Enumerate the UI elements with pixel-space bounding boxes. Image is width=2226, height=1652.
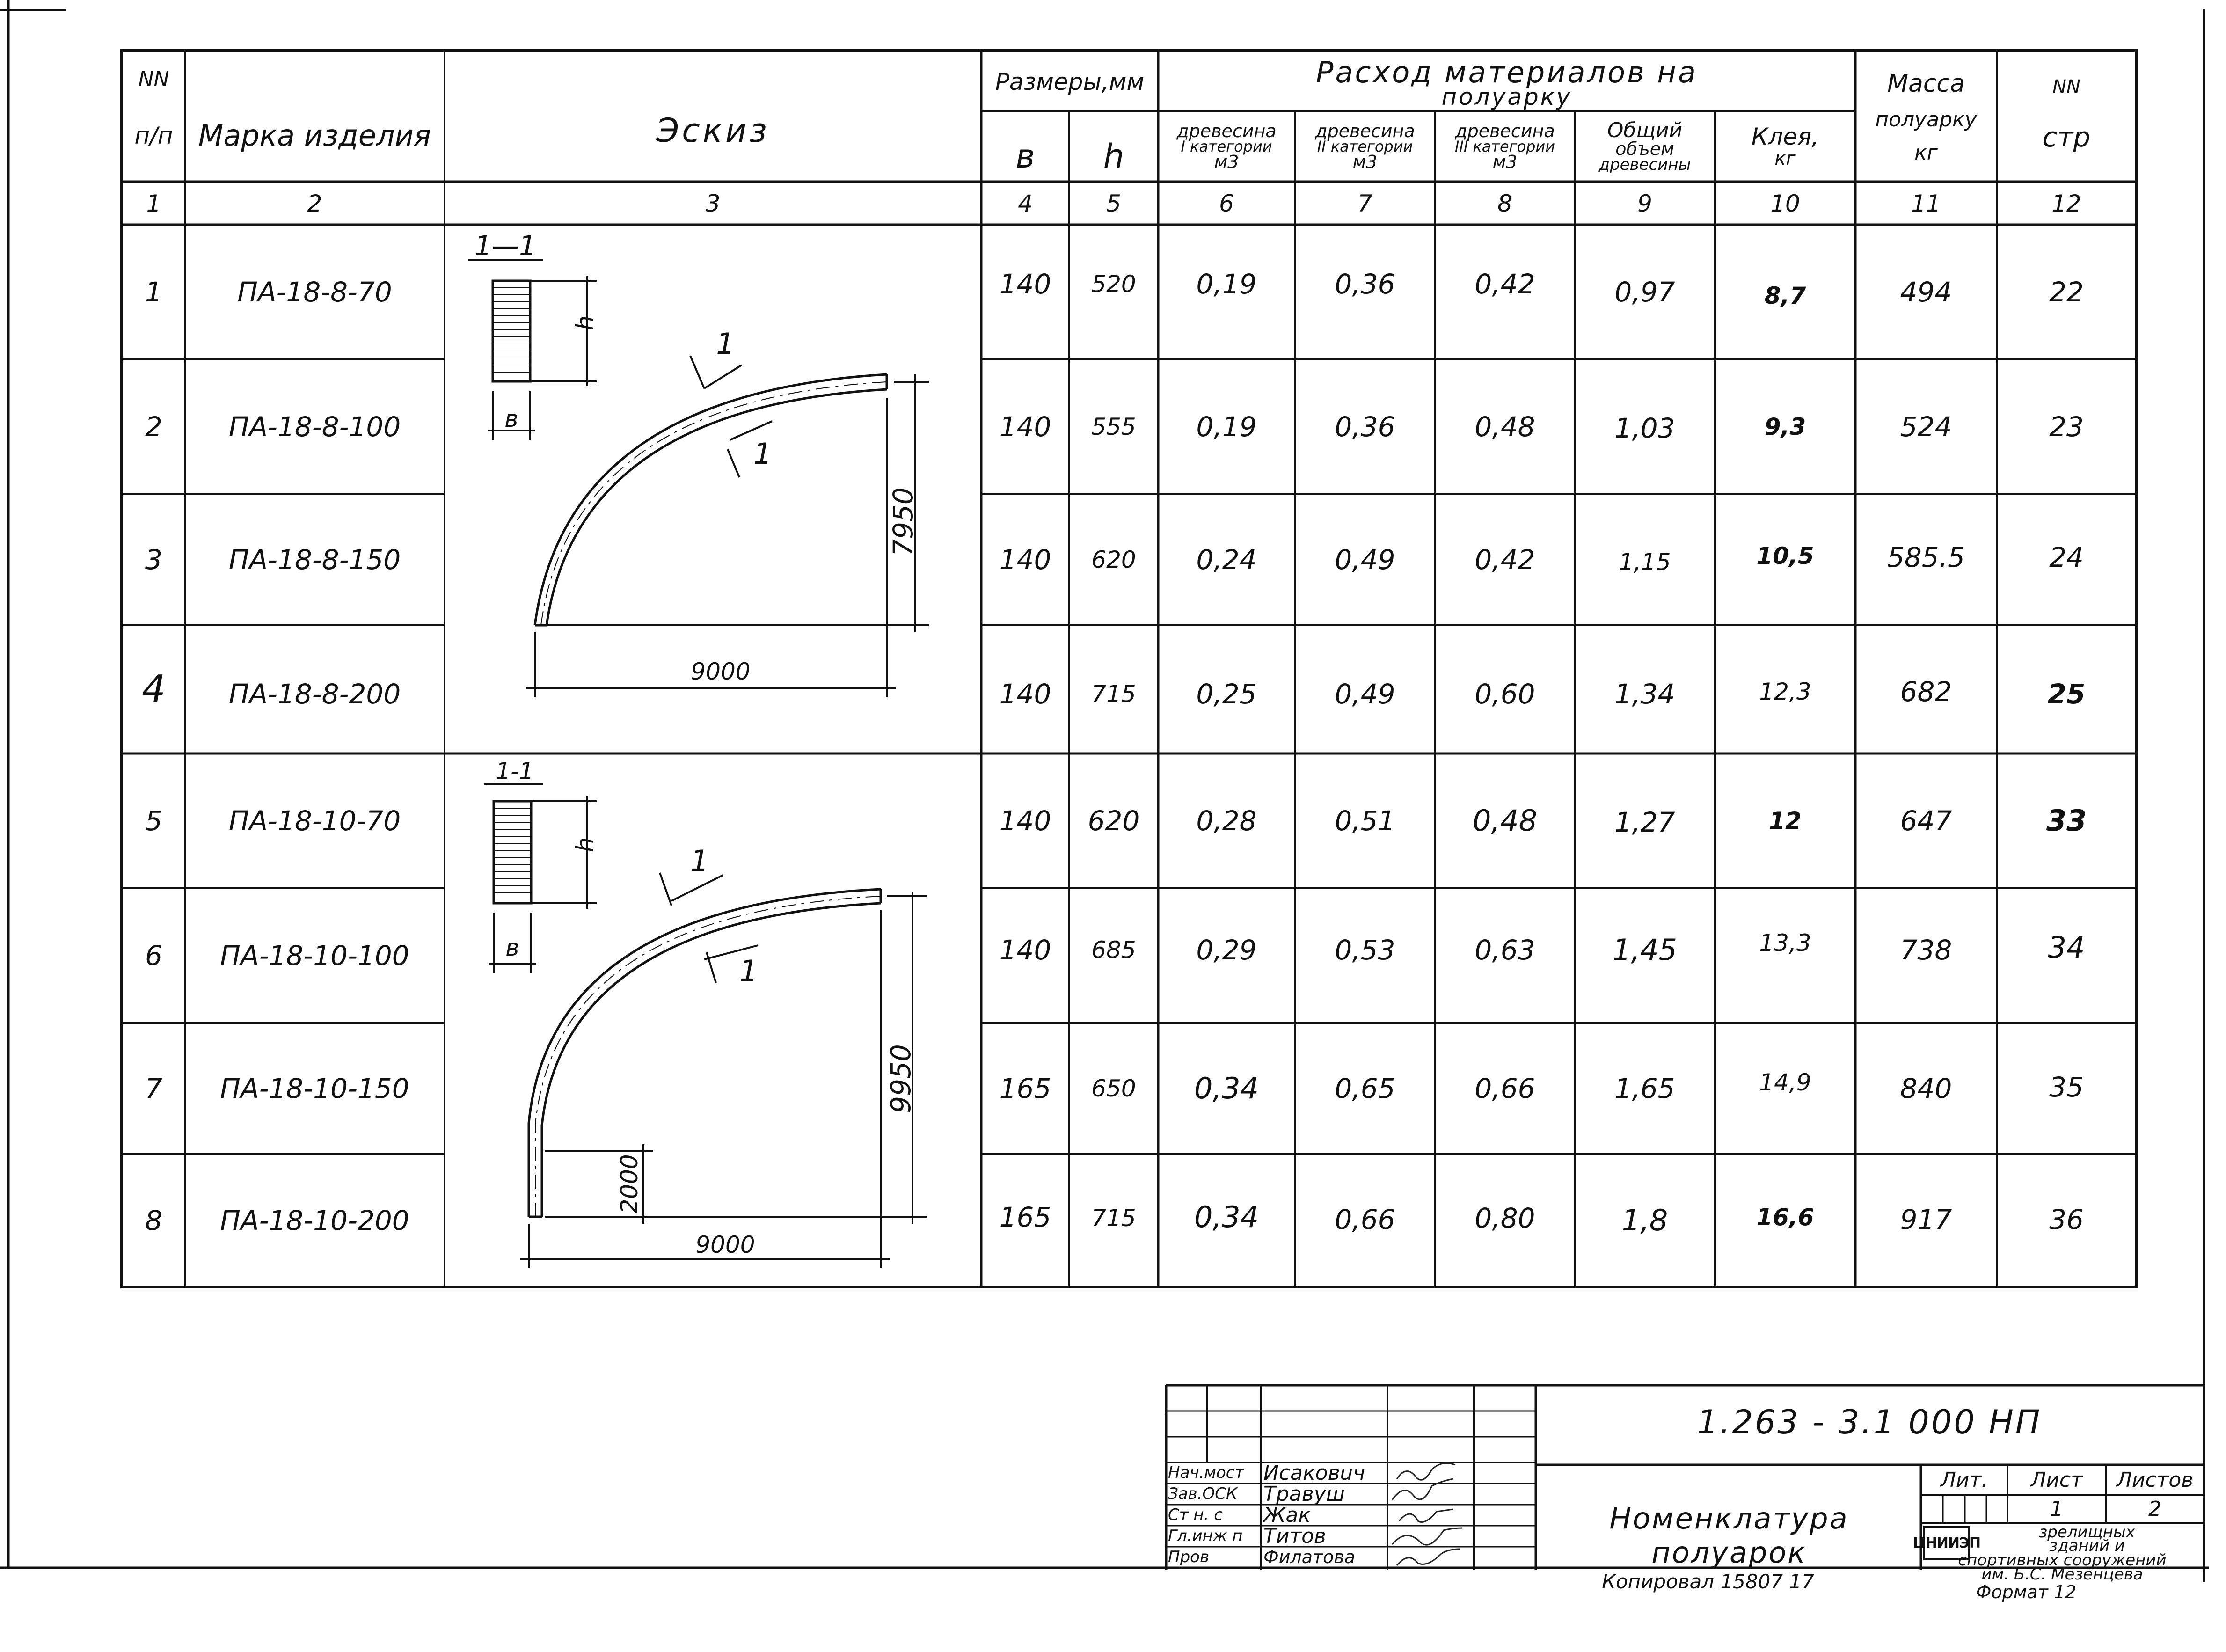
row-8-glue: 16,6 — [1756, 1203, 1814, 1231]
row-6-wood2: 0,53 — [1335, 934, 1395, 966]
row-8-wood3: 0,80 — [1474, 1202, 1535, 1234]
header-wood-3-line-3: м3 — [1492, 152, 1518, 173]
row-5-n: 5 — [145, 804, 162, 837]
row-8-mark: ПА-18-10-200 — [220, 1204, 409, 1236]
header-mass-line-2: полуарку — [1875, 108, 1977, 132]
header-wood-3-line-2: III категории — [1454, 137, 1555, 155]
header-h: h — [1103, 137, 1124, 176]
sketch-1-span-dim: 9000 — [691, 658, 751, 685]
sketch-2-height-dim: 9950 — [884, 1044, 917, 1113]
row-8-n: 8 — [145, 1204, 162, 1236]
row-8-b: 165 — [999, 1201, 1051, 1233]
row-7-wood2: 0,65 — [1335, 1072, 1395, 1104]
org-line-3: спортивных сооружений — [1958, 1551, 2167, 1570]
sheet-value: 1 — [2050, 1497, 2063, 1521]
sketch-2-b-label: в — [505, 934, 519, 961]
row-6-b: 140 — [999, 934, 1051, 966]
header-wood-3 — [1436, 113, 1574, 180]
header-wood-2 — [1296, 113, 1434, 180]
sketch-1-h-label: h — [571, 315, 598, 330]
header-wood-2-line-2: II категории — [1317, 137, 1413, 155]
row-5-total: 1,27 — [1614, 806, 1675, 838]
row-4-b: 140 — [999, 678, 1051, 710]
sheets-value: 2 — [2148, 1497, 2161, 1521]
header-wood-1-line-2: I категории — [1181, 137, 1272, 155]
row-3-h: 620 — [1091, 546, 1136, 573]
row-7-wood3: 0,66 — [1474, 1072, 1535, 1104]
row-8-mass: 917 — [1900, 1203, 1952, 1235]
org-logo: ЦНИИЭП — [1912, 1535, 1981, 1552]
row-5-glue: 12 — [1769, 807, 1802, 834]
row-6-total: 1,45 — [1612, 933, 1678, 967]
row-5-mark: ПА-18-10-70 — [228, 804, 401, 837]
header-consumption-2: полуарку — [1441, 83, 1572, 111]
row-1-wood1: 0,19 — [1196, 268, 1257, 300]
row-4-mass: 682 — [1900, 675, 1952, 708]
col-number: 7 — [1357, 190, 1372, 217]
row-5-wood2: 0,51 — [1335, 804, 1395, 837]
row-8-wood1: 0,34 — [1194, 1200, 1259, 1235]
row-2-h: 555 — [1091, 413, 1136, 440]
header-pages-line-2: стр — [2042, 121, 2091, 154]
row-4-total: 1,34 — [1614, 678, 1675, 710]
sketch-1-section-label: 1—1 — [474, 229, 536, 262]
row-2-mass: 524 — [1900, 410, 1952, 443]
row-1-page: 22 — [2049, 276, 2084, 308]
row-4-mark: ПА-18-8-200 — [228, 678, 401, 710]
row-3-mark: ПА-18-8-150 — [228, 543, 401, 576]
row-6-n: 6 — [145, 939, 162, 972]
row-4-glue: 12,3 — [1759, 678, 1811, 705]
staff-name: Исаковuч — [1263, 1461, 1365, 1485]
staff-name: Жак — [1263, 1503, 1311, 1527]
col-number: 10 — [1770, 190, 1800, 217]
row-1-wood3: 0,42 — [1474, 268, 1535, 300]
header-wood-1-line-3: м3 — [1214, 152, 1239, 173]
row-5-wood3: 0,48 — [1472, 804, 1538, 838]
col-number: 12 — [2051, 190, 2081, 217]
row-6-mark: ПА-18-10-100 — [220, 939, 409, 972]
row-5-mass: 647 — [1900, 804, 1952, 837]
lit-label: Лит. — [1940, 1468, 1988, 1492]
row-1-total: 0,97 — [1614, 276, 1675, 308]
copied-by: Копировал 15807 17 — [1602, 1570, 1814, 1593]
sketch-2-span-dim: 9000 — [695, 1231, 755, 1258]
header-glue-line-1: Клея, — [1751, 123, 1819, 150]
header-consumption: Расход материалов на — [1316, 55, 1698, 90]
header-wood-2-line-1: древесина — [1315, 120, 1415, 141]
row-6-wood3: 0,63 — [1474, 934, 1535, 966]
col-number: 5 — [1106, 190, 1121, 217]
header-b: в — [1015, 137, 1035, 176]
row-2-b: 140 — [999, 410, 1051, 443]
header-wood-3-line-1: древесина — [1455, 120, 1555, 141]
sheets-label: Листов — [2116, 1468, 2194, 1492]
sketch-2-h-label: h — [571, 837, 598, 852]
row-8-total: 1,8 — [1621, 1203, 1668, 1238]
title-line-2: полуарок — [1651, 1535, 1807, 1570]
header-total-line-3: древесины — [1598, 155, 1691, 174]
staff-name: Титов — [1263, 1524, 1326, 1548]
row-4-page: 25 — [2047, 678, 2086, 710]
row-2-page: 23 — [2049, 410, 2084, 443]
document-code: 1.263 - 3.1 000 НП — [1697, 1403, 2042, 1442]
row-2-glue: 9,3 — [1764, 413, 1806, 440]
row-7-total: 1,65 — [1614, 1072, 1675, 1104]
row-4-wood3: 0,60 — [1474, 678, 1535, 710]
sketch-1-b-label: в — [504, 405, 518, 432]
row-3-n: 3 — [145, 543, 162, 576]
row-1-mass: 494 — [1900, 276, 1952, 308]
staff-role: Ст н. с — [1168, 1506, 1223, 1525]
header-nn: NN — [138, 67, 169, 91]
header-glue — [1716, 113, 1854, 180]
row-3-mass: 585.5 — [1887, 541, 1965, 573]
row-3-wood2: 0,49 — [1335, 543, 1395, 576]
row-7-page: 35 — [2049, 1071, 2084, 1103]
sketch-1-cut-mark-bottom: 1 — [753, 437, 772, 471]
staff-role: Пров — [1168, 1548, 1209, 1567]
row-8-page: 36 — [2049, 1203, 2084, 1235]
staff-name: Травуш — [1263, 1482, 1345, 1506]
row-1-h: 520 — [1091, 270, 1136, 298]
row-3-wood1: 0,24 — [1196, 543, 1257, 576]
row-3-page: 24 — [2049, 541, 2084, 573]
staff-role: Нач.мост — [1168, 1463, 1244, 1483]
row-7-b: 165 — [999, 1072, 1051, 1104]
col-number: 4 — [1018, 190, 1033, 217]
row-2-n: 2 — [145, 410, 162, 443]
row-7-n: 7 — [145, 1072, 162, 1104]
row-3-total: 1,15 — [1619, 548, 1671, 576]
row-8-wood2: 0,66 — [1335, 1203, 1395, 1235]
row-3-b: 140 — [999, 543, 1051, 576]
col-number: 11 — [1911, 190, 1941, 217]
col-number: 2 — [307, 190, 322, 217]
row-6-page: 34 — [2048, 930, 2085, 965]
row-7-mark: ПА-18-10-150 — [220, 1072, 409, 1104]
row-4-wood1: 0,25 — [1196, 678, 1257, 710]
header-total — [1576, 113, 1714, 180]
row-7-glue: 14,9 — [1759, 1068, 1811, 1096]
sketch-2-section-label: 1-1 — [496, 757, 534, 785]
header-wood-2-line-3: м3 — [1352, 152, 1378, 173]
header-mass — [1856, 54, 1996, 180]
header-pages-line-1: NN — [2052, 76, 2080, 98]
row-5-h: 620 — [1087, 804, 1140, 837]
row-2-mark: ПА-18-8-100 — [228, 410, 401, 443]
row-4-n: 4 — [142, 667, 166, 711]
row-4-h: 715 — [1091, 680, 1136, 708]
row-2-wood2: 0,36 — [1335, 410, 1395, 443]
col-number: 3 — [705, 190, 721, 217]
staff-name: Филатова — [1263, 1547, 1356, 1568]
row-5-wood1: 0,28 — [1196, 804, 1257, 837]
row-1-n: 1 — [145, 276, 162, 308]
format-label: Формат 12 — [1976, 1581, 2077, 1602]
title-line-1: Номенклатура — [1609, 1501, 1849, 1536]
row-6-wood1: 0,29 — [1196, 934, 1257, 966]
row-6-h: 685 — [1091, 936, 1136, 964]
header-mark: Марка изделия — [198, 118, 431, 153]
row-1-wood2: 0,36 — [1335, 268, 1395, 300]
header-sketch: Эскиз — [656, 111, 770, 150]
row-6-mass: 738 — [1900, 934, 1952, 966]
row-7-mass: 840 — [1900, 1072, 1952, 1104]
staff-role: Зав.ОСК — [1168, 1484, 1238, 1504]
col-number: 9 — [1637, 190, 1652, 217]
col-number: 1 — [146, 190, 161, 217]
sketch-1-cut-mark-top: 1 — [716, 327, 735, 361]
row-1-b: 140 — [999, 268, 1051, 300]
row-5-page: 33 — [2046, 804, 2087, 838]
org-line-1: зрелищных — [2039, 1523, 2135, 1542]
row-1-glue: 8,7 — [1764, 282, 1806, 309]
col-number: 8 — [1497, 190, 1512, 217]
sketch-1 — [468, 260, 929, 697]
header-wood-1 — [1159, 113, 1294, 180]
header-wood-1-line-1: древесина — [1176, 120, 1277, 141]
header-total-line-1: Общий — [1607, 118, 1683, 142]
row-1-mark: ПА-18-8-70 — [237, 276, 392, 308]
header-glue-line-2: кг — [1774, 148, 1796, 170]
org-line-4: им. Б.С. Мезенцева — [1981, 1565, 2143, 1584]
org-line-2: зданий и — [2049, 1536, 2125, 1556]
row-3-wood3: 0,42 — [1474, 543, 1535, 576]
row-6-glue: 13,3 — [1759, 929, 1811, 957]
header-pages — [1998, 54, 2135, 180]
header-mass-line-3: кг — [1914, 140, 1938, 165]
col-number: 6 — [1219, 190, 1234, 217]
row-7-h: 650 — [1091, 1075, 1136, 1102]
row-8-h: 715 — [1091, 1204, 1136, 1232]
sketch-1-height-dim: 7950 — [887, 487, 919, 556]
row-4-wood2: 0,49 — [1335, 678, 1395, 710]
header-mass-line-1: Масса — [1887, 70, 1965, 98]
row-2-wood1: 0,19 — [1196, 410, 1257, 443]
sketch-2-base-dim: 2000 — [615, 1154, 643, 1214]
header-total-line-2: объем — [1615, 138, 1674, 159]
sheet-label: Лист — [2030, 1468, 2083, 1492]
header-sizes: Размеры,мм — [995, 68, 1145, 95]
row-3-glue: 10,5 — [1756, 542, 1814, 570]
staff-role: Гл.инж п — [1168, 1527, 1243, 1546]
row-7-wood1: 0,34 — [1194, 1071, 1259, 1106]
row-2-wood3: 0,48 — [1474, 410, 1535, 443]
row-5-b: 140 — [999, 804, 1051, 837]
signatures — [1392, 1463, 1462, 1565]
row-2-total: 1,03 — [1614, 412, 1675, 444]
sketch-2-cut-mark-top: 1 — [690, 844, 709, 878]
header-pp: п/п — [134, 122, 173, 149]
sketch-2-cut-mark-bottom: 1 — [739, 954, 758, 988]
